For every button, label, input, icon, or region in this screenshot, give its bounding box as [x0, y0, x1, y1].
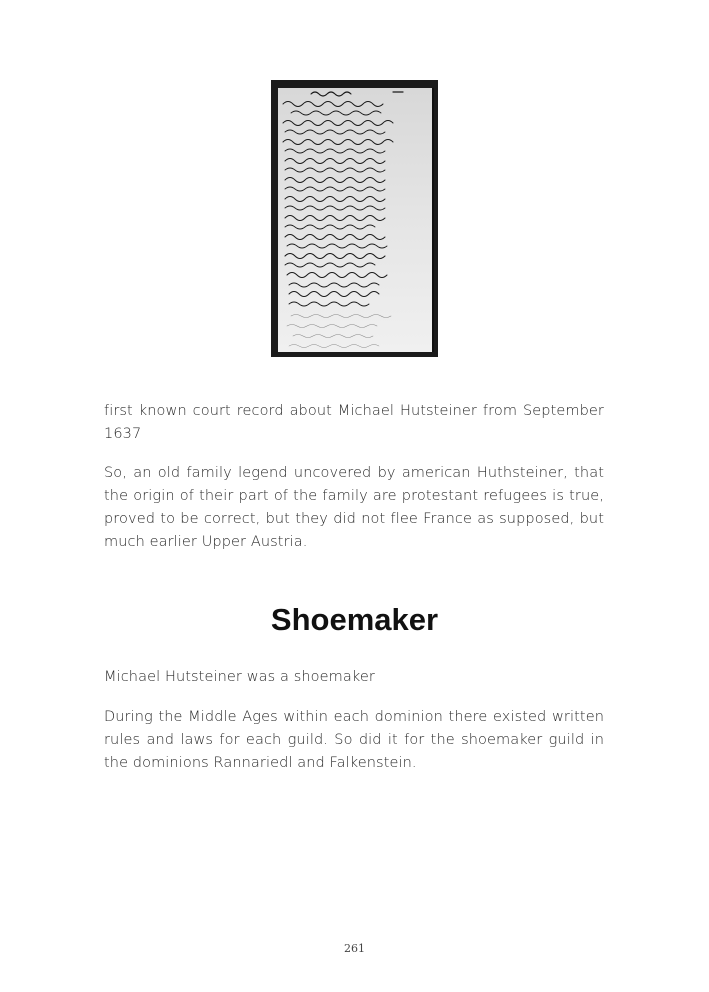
handwriting-strokes [271, 80, 438, 357]
guild-paragraph: During the Middle Ages within each dominion there existed written rules and laws for each guild. So did it for the shoemaker guild in the dominions Rannariedl and Falkenstein. [104, 709, 604, 771]
family-legend-paragraph: So, an old family legend uncovered by american Huthsteiner, that the origin of their part of the family are protestant refugees is true, proved to be correct, but they did not flee France as supposed, but much earlier Upper Austria. [104, 465, 604, 550]
handwritten-court-record-image [271, 80, 438, 357]
section-heading: Shoemaker [270, 602, 439, 637]
occupation-paragraph: Michael Hutsteiner was a shoemaker [104, 669, 375, 685]
figure-caption: first known court record about Michael Hutsteiner from September 1637 [104, 403, 604, 442]
page-number: 261 [344, 942, 365, 955]
